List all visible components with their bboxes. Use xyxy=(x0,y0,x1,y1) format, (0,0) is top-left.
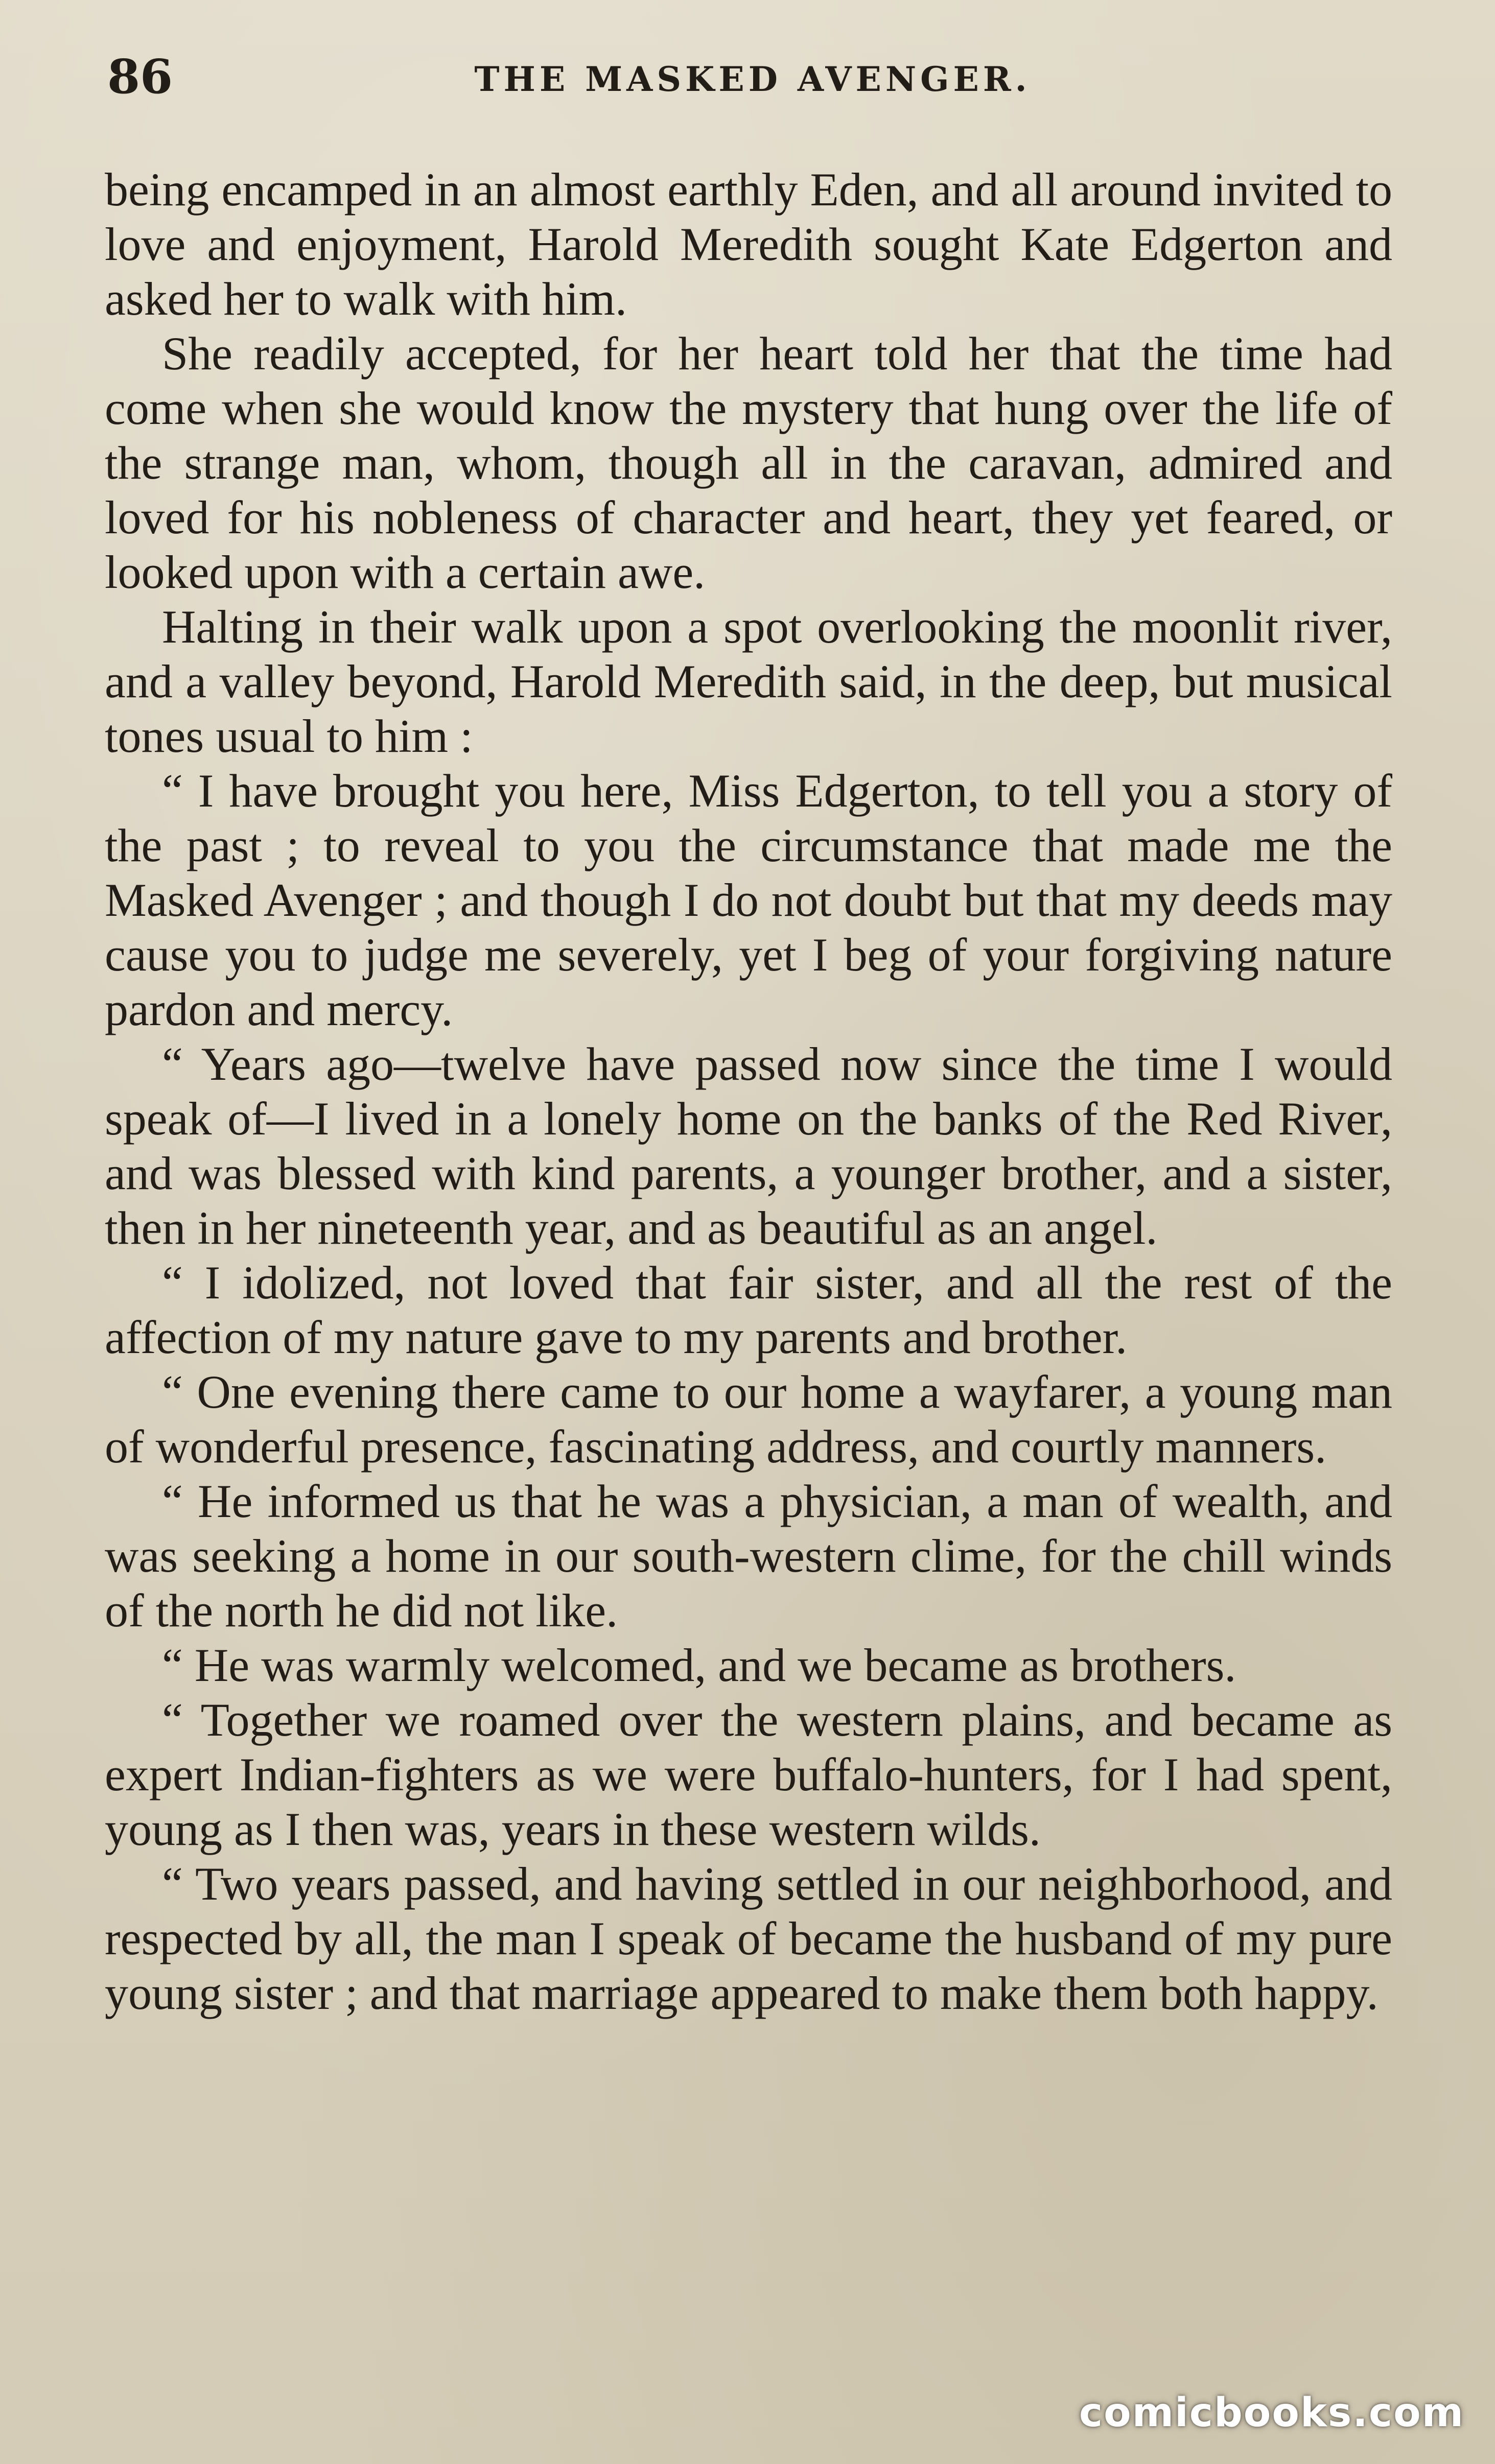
paragraph: “ He was warmly welcomed, and we became as brothers. xyxy=(162,1639,1236,1691)
paragraph: “ I have brought you here, Miss Edgerton, to tell you a story of the past ; to reveal to you the circumstance that made me the Masked Avenger ; and though I do not doubt but that my deeds may cause you to judge me severely, yet I beg of your forgiving nature pardon and mercy. xyxy=(105,765,1392,1035)
paragraph: “ I idolized, not loved that fair sister, and all the rest of the affection of my nature gave to my parents and brother. xyxy=(105,1257,1392,1363)
paragraph: “ He informed us that he was a physician, a man of wealth, and was seeking a home in our south-western clime, for the chill winds of the north he did not like. xyxy=(105,1475,1392,1637)
body-text xyxy=(105,162,1392,2021)
paragraph: She readily accepted, for her heart told her that the time had come when she would know the mystery that hung over the life of the strange man, whom, though all in the caravan, admired and loved for his nobleness of character and heart, they yet feared, or looked upon with a certain awe. xyxy=(105,327,1392,598)
paragraph: Halting in their walk upon a spot overlooking the moonlit river, and a valley beyond, Harold Meredith said, in the deep, but musical tones usual to him : xyxy=(105,601,1392,762)
paragraph: “ One evening there came to our home a wayfarer, a young man of wonderful presence, fascinating address, and courtly manners. xyxy=(105,1366,1392,1473)
page-header xyxy=(107,49,1398,110)
paragraph: “ Years ago—twelve have passed now since the time I would speak of—I lived in a lonely home on the banks of the Red River, and was blessed with kind parents, a younger brother, and a sister, then in her nineteenth year, and as beautiful as an angel. xyxy=(105,1038,1392,1254)
paragraph: being encamped in an almost earthly Eden, and all around invited to love and enjoyment, Harold Meredith sought Kate Edgerton and asked her to walk with him. xyxy=(105,163,1392,325)
paragraph: “ Two years passed, and having settled in our neighborhood, and respected by all, the man I speak of became the husband of my pure young sister ; and that marriage appeared to make them both happy. xyxy=(105,1858,1392,2019)
page-number: 86 xyxy=(107,49,173,104)
paragraph: “ Together we roamed over the western plains, and became as expert Indian-fighters as we were buffalo-hunters, for I had spent, young as I then was, years in these western wilds. xyxy=(105,1694,1392,1855)
running-title: THE MASKED AVENGER. xyxy=(474,59,1031,99)
watermark: comicbooks.com xyxy=(1079,2390,1464,2436)
